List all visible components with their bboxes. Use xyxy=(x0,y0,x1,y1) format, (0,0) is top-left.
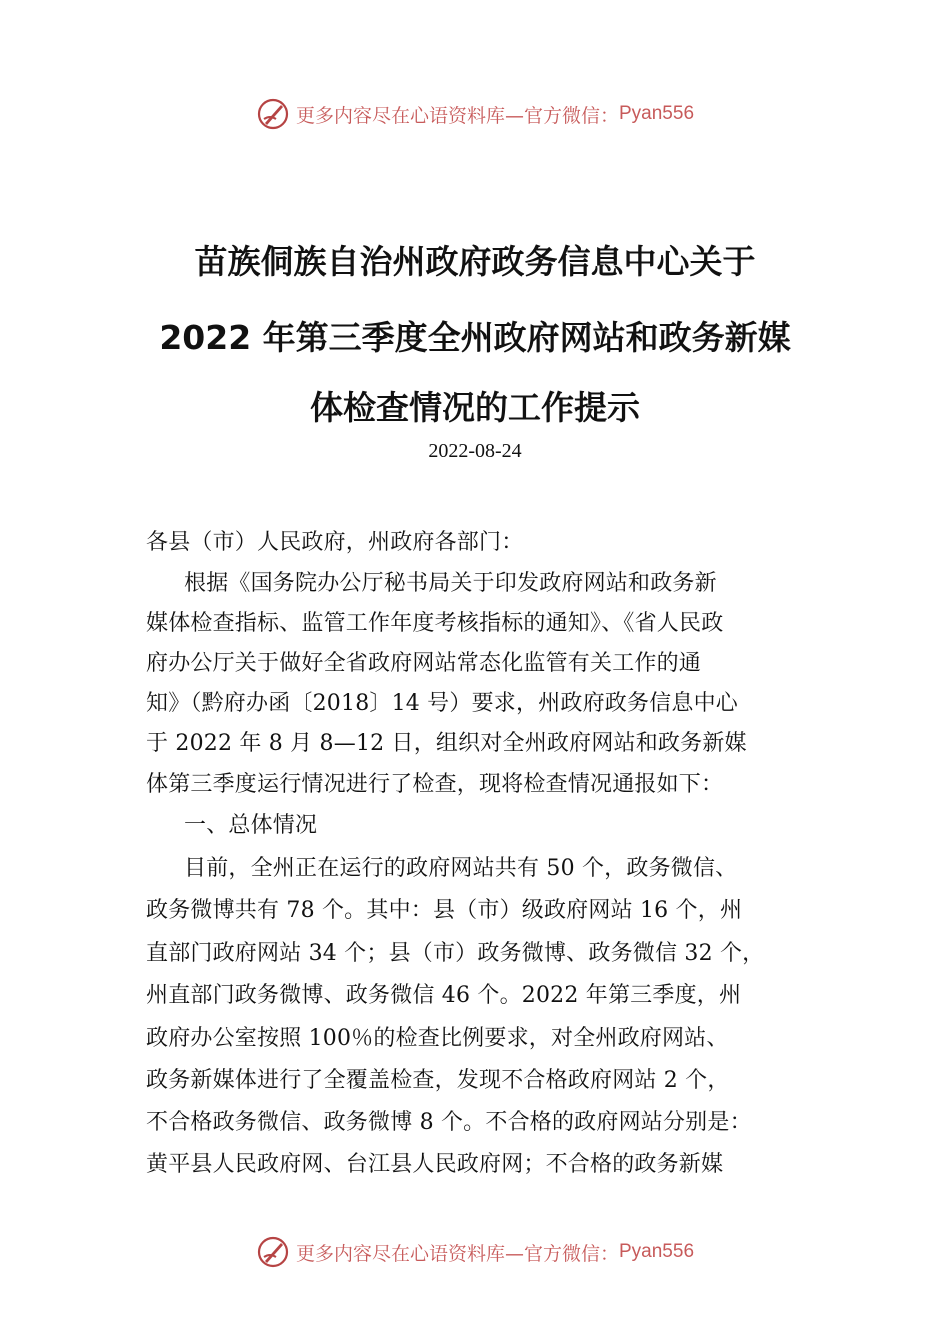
quill-logo-icon xyxy=(256,1235,290,1269)
body-line: 府办公厅关于做好全省政府网站常态化监管有关工作的通 xyxy=(146,651,702,676)
body-line: 体第三季度运行情况进行了检查，现将检查情况通报如下： xyxy=(146,772,724,797)
body-line: 媒体检查指标、监管工作年度考核指标的通知》、《省人民政 xyxy=(146,611,724,636)
watermark-label: 更多内容尽在心语资料库—官方微信： xyxy=(295,1242,619,1265)
body-line: 政务新媒体进行了全覆盖检查，发现不合格政府网站 2 个， xyxy=(146,1068,730,1093)
document-title-line-3: 体检查情况的工作提示 xyxy=(310,388,640,427)
body-line: 直部门政府网站 34 个；县（市）政务微博、政务微信 32 个， xyxy=(146,941,765,966)
body-line: 根据《国务院办公厅秘书局关于印发政府网站和政务新 xyxy=(184,571,717,596)
body-line: 州直部门政务微博、政务微信 46 个。2022 年第三季度，州 xyxy=(146,983,742,1008)
watermark-header xyxy=(0,94,950,134)
body-line: 政府办公室按照 100％的检查比例要求，对全州政府网站、 xyxy=(146,1026,729,1051)
body-line: 不合格政务微信、政务微博 8 个。不合格的政府网站分别是： xyxy=(146,1110,752,1135)
watermark-label: 更多内容尽在心语资料库—官方微信： xyxy=(295,104,619,127)
document-title-line-2: 2022 年第三季度全州政府网站和政务新媒 xyxy=(159,318,791,357)
body-line: 黄平县人民政府网、台江县人民政府网；不合格的政务新媒 xyxy=(146,1152,724,1177)
body-line: 知》（黔府办函〔2018〕14 号）要求，州政府政务信息中心 xyxy=(146,691,738,716)
salutation: 各县（市）人民政府，州政府各部门： xyxy=(146,530,524,555)
watermark-account: Pyan556 xyxy=(619,103,695,124)
section-heading: 一、总体情况 xyxy=(184,813,318,838)
body-line: 于 2022 年 8 月 8—12 日，组织对全州政府网站和政务新媒 xyxy=(146,731,747,756)
document-date: 2022-08-24 xyxy=(428,440,522,462)
quill-logo-icon xyxy=(256,97,290,131)
body-line: 目前，全州正在运行的政府网站共有 50 个，政务微信、 xyxy=(184,856,738,881)
body-line: 政务微博共有 78 个。其中：县（市）级政府网站 16 个，州 xyxy=(146,898,743,923)
watermark-account: Pyan556 xyxy=(619,1241,695,1262)
watermark-footer xyxy=(0,1232,950,1272)
document-title-line-1: 苗族侗族自治州政府政务信息中心关于 xyxy=(194,242,756,281)
